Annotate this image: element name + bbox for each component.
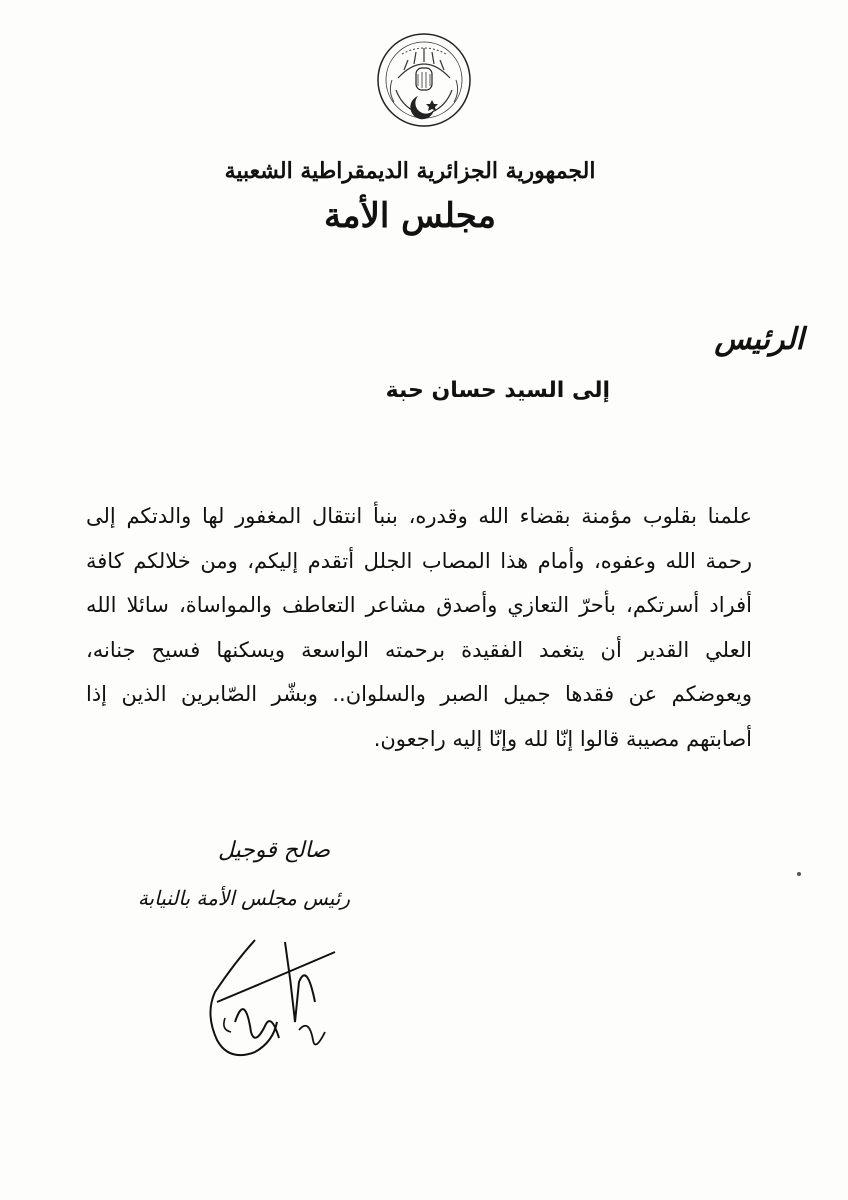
letter-body: علمنا بقلوب مؤمنة بقضاء الله وقدره، بنبأ انتقال المغفور لها والدتكم إلى رحمة الله وعفوه، وأمام هذا المصاب الجلل أتقدم إليكم، ومن خلالكم كافة أفراد أسرتكم، بأحرّ التعازي وأصدق مشاعر التعاطف والمواساة، سائلا الله العلي القدير أن يتغمد الفقيدة برحمته الواسعة ويسكنها فسيح جنانه، ويعوضكم عن فقدها جميل الصبر والسلوان.. وبشّر الصّابرين الذين إذا أصابتهم مصيبة قالوا إنّا لله وإنّا إليه راجعون. xyxy=(86,504,752,751)
state-emblem-icon xyxy=(368,30,480,130)
letterhead-republic: الجمهورية الجزائرية الديمقراطية الشعبية xyxy=(224,158,596,184)
signatory-name: صالح قوجيل xyxy=(217,838,330,863)
signatory-role: رئيس مجلس الأمة بالنيابة xyxy=(137,886,350,910)
president-title: الرئيس xyxy=(714,322,804,357)
handwritten-signature xyxy=(195,922,355,1072)
paper-speck xyxy=(797,872,801,876)
letterhead-council: مجلس الأمة xyxy=(324,196,496,236)
recipient-line: إلى السيد حسان حبة xyxy=(385,378,610,403)
